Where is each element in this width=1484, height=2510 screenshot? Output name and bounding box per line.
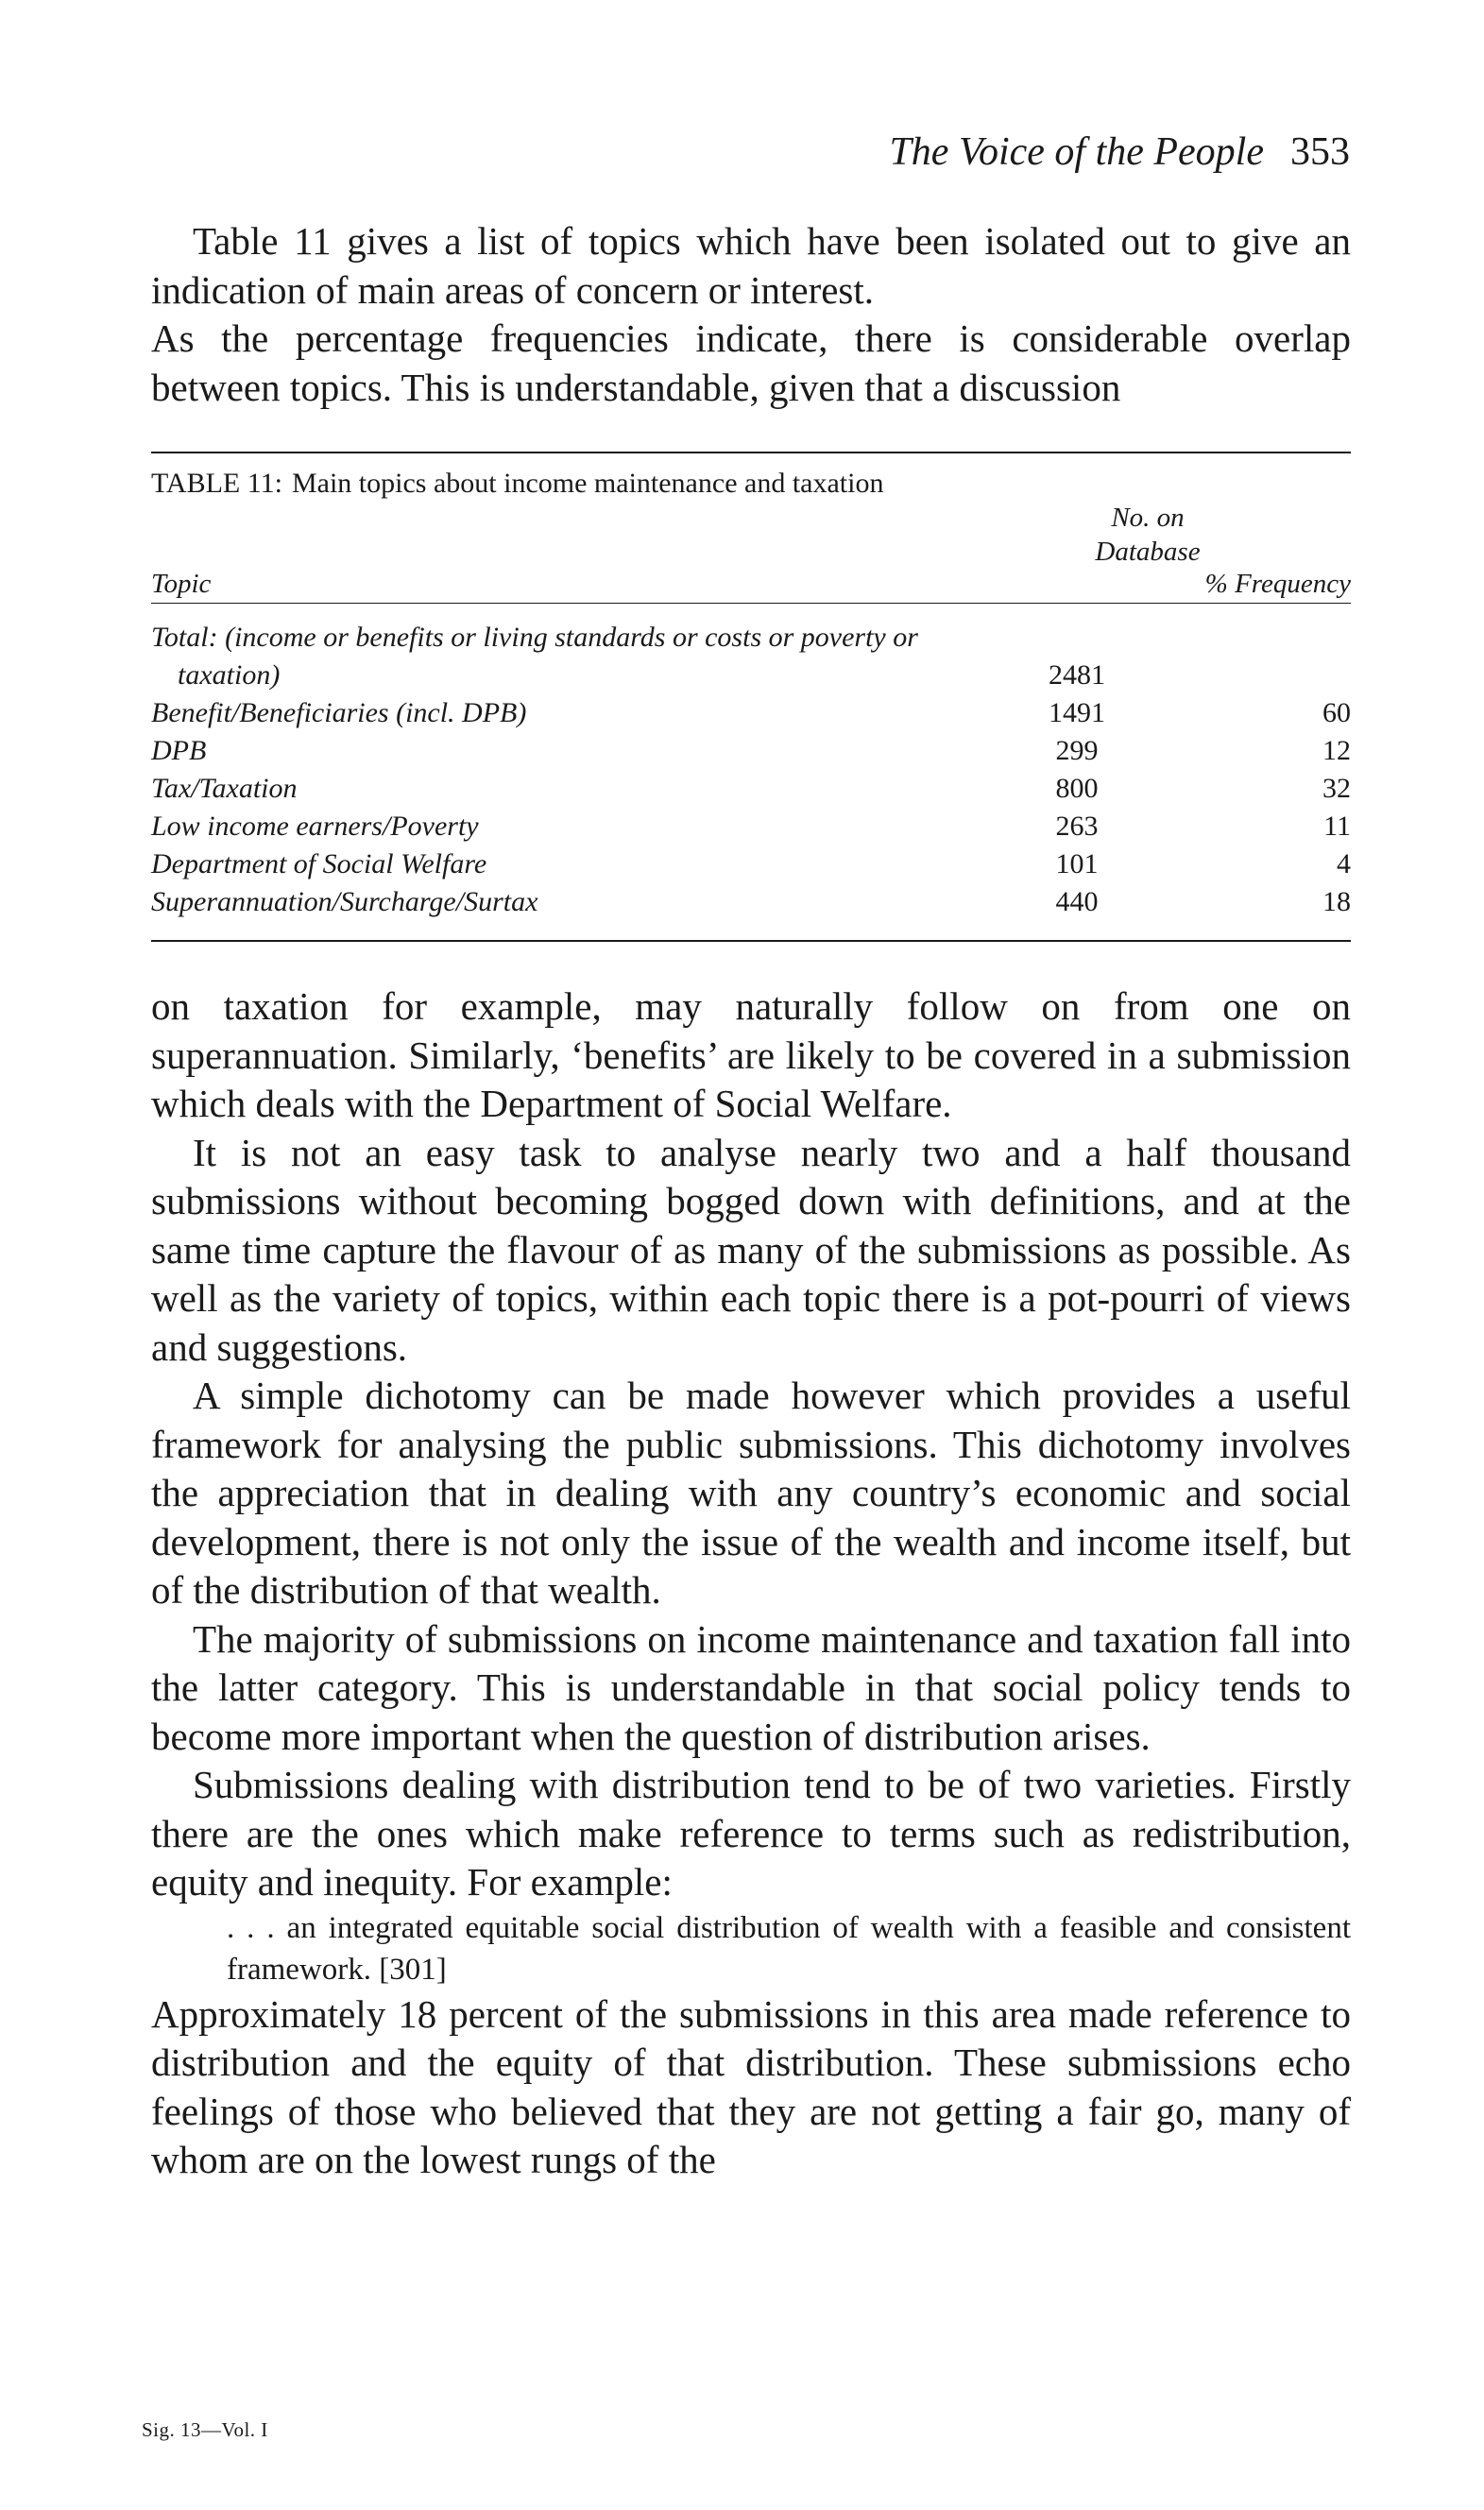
header-database — [1011, 501, 1285, 569]
intro-paragraph-2: As the percentage frequencies indicate, there is considerable overlap between topics. This is understandable, given that a discussion — [151, 316, 1351, 409]
row-database: 1491 — [1049, 697, 1105, 728]
intro-paragraph-1: Table 11 gives a list of topics which have been isolated out to give an indication of main areas of concern or interest. — [151, 219, 1351, 312]
table-row — [151, 808, 1351, 845]
table-caption — [151, 467, 1351, 501]
row-topic: Superannuation/Surcharge/Surtax — [151, 886, 538, 917]
table-row — [151, 845, 1351, 883]
row-topic: DPB — [151, 735, 207, 766]
row-topic: Low income earners/Poverty — [151, 811, 479, 842]
row-database: 440 — [1055, 886, 1099, 917]
paragraph-2: It is not an easy task to analyse nearly two and a half thousand submissions without becoming bogged down with definitions, and at the same time capture the flavour of as many of the submissions as possible. As well as the variety of topics, within each topic there is a pot-pourri of views and suggestions. — [151, 1130, 1351, 1369]
row-frequency: 32 — [1322, 773, 1351, 804]
table-caption-label: TABLE 11: — [151, 468, 282, 499]
row-topic: Benefit/Beneficiaries (incl. DPB) — [151, 697, 527, 728]
row-topic: Department of Social Welfare — [151, 848, 487, 879]
paragraph-1: on taxation for example, may naturally follow on from one on superannuation. Similarly, ‘benefits’ are likely to be covered in a submission which deals with the Department of Social Welfare. — [151, 984, 1351, 1125]
paragraph-6: Approximately 18 percent of the submissions in this area made reference to distribution and the equity of that distribution. These submissions echo feelings of those who believed that they are not getting a fair go, many of whom are on the lowest rungs of the — [151, 1991, 1351, 2181]
table-row — [151, 694, 1351, 732]
signature-mark: Sig. 13—Vol. I — [142, 2418, 268, 2441]
table-row — [151, 770, 1351, 808]
table-row — [151, 619, 1351, 694]
table-header — [151, 501, 1351, 603]
paragraph-4: The majority of submissions on income maintenance and taxation fall into the latter category. This is understandable in that social policy tends to become more important when the question of distribution arises. — [151, 1616, 1351, 1758]
table-body — [151, 604, 1351, 940]
row-frequency: 18 — [1322, 886, 1351, 917]
header-database-line2: Database — [1095, 537, 1201, 567]
header-frequency: % Frequency — [1204, 569, 1351, 599]
table-caption-text: Main topics about income maintenance and taxation — [291, 468, 884, 499]
row-frequency: 12 — [1322, 735, 1351, 766]
intro-text — [151, 217, 1351, 412]
row-topic: Total: (income or benefits or living standards or costs or poverty or taxation) — [151, 622, 918, 691]
row-database: 2481 — [1049, 659, 1105, 691]
row-database: 263 — [1055, 811, 1099, 842]
topics-table — [151, 452, 1351, 942]
header-database-line1: No. on — [1111, 503, 1185, 533]
table-row — [151, 732, 1351, 770]
row-database: 800 — [1055, 773, 1099, 804]
row-frequency: 4 — [1337, 848, 1351, 879]
row-topic: Tax/Taxation — [151, 773, 298, 804]
row-database: 299 — [1055, 735, 1099, 766]
running-head — [889, 132, 1350, 172]
running-head-title: The Voice of the People — [889, 130, 1264, 174]
table-bottom-rule — [151, 940, 1351, 942]
paragraph-3: A simple dichotomy can be made however which provides a useful framework for analysing the public submissions. This dichotomy involves the appreciation that in dealing with any country’s economic and social development, there is not only the issue of the wealth and income itself, but of the distribution of that wealth. — [151, 1374, 1351, 1612]
paragraph-5: Submissions dealing with distribution tend to be of two varieties. Firstly there are the ones which make reference to terms such as redistribution, equity and inequity. For example: — [151, 1763, 1351, 1904]
row-database: 101 — [1055, 848, 1099, 879]
table-row — [151, 883, 1351, 921]
header-topic: Topic — [151, 569, 212, 599]
row-frequency: 11 — [1323, 811, 1351, 842]
row-frequency: 60 — [1322, 697, 1351, 728]
page-number: 353 — [1290, 130, 1350, 174]
table-top-rule — [151, 452, 1351, 453]
main-text — [151, 982, 1351, 2185]
block-quote: . . . an integrated equitable social distribution of wealth with a feasible and consistent framework. [301] — [227, 1910, 1351, 1987]
